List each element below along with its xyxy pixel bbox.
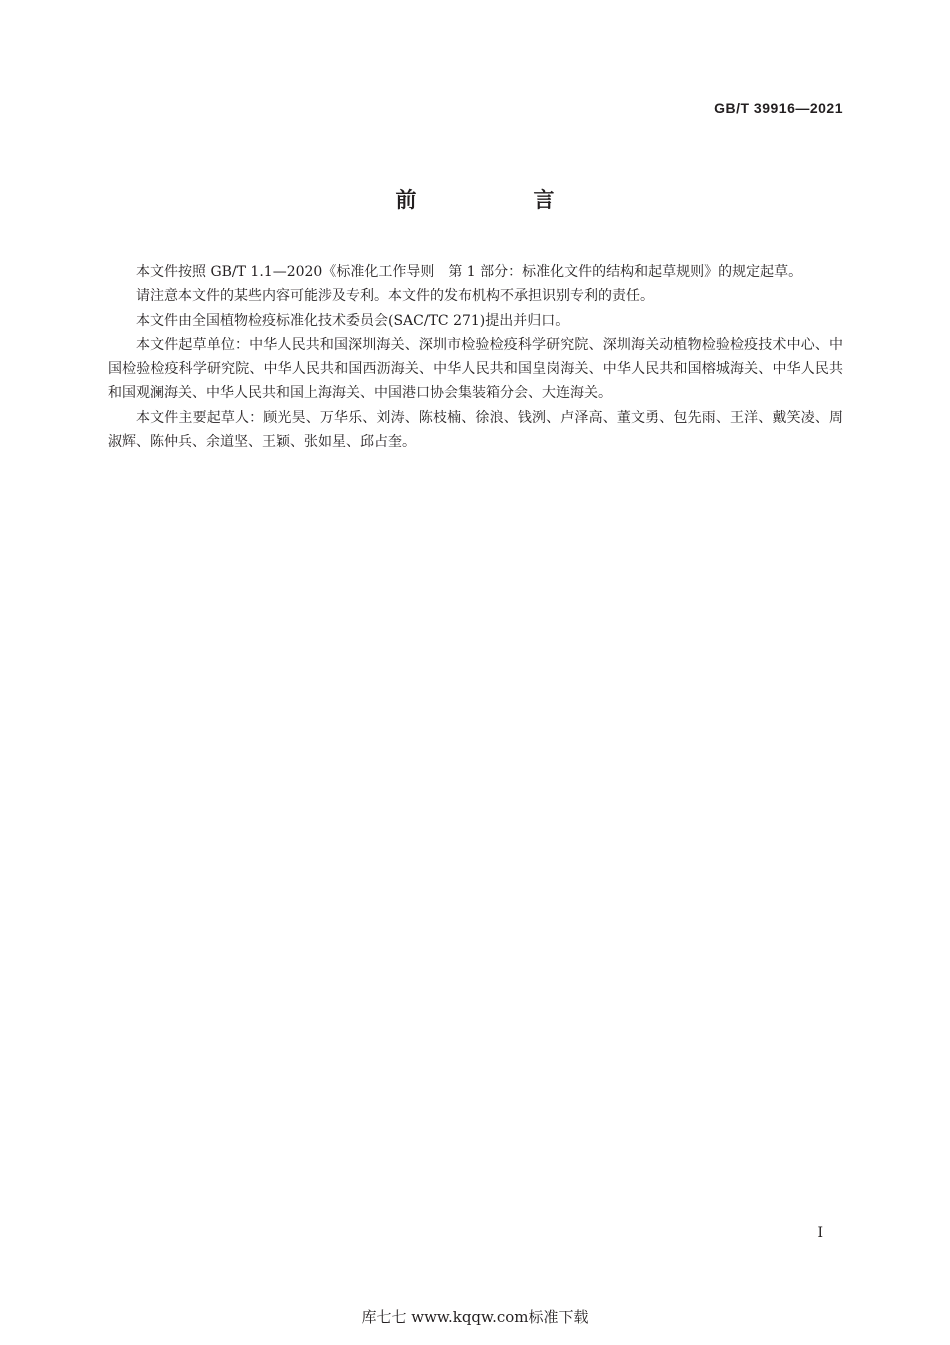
- download-watermark: 库七七 www.kqqw.com标准下载: [361, 1308, 589, 1326]
- paragraph-committee: 本文件由全国植物检疫标准化技术委员会(SAC/TC 271)提出并归口。: [136, 312, 570, 329]
- paragraph-drafting-rules: 本文件按照 GB/T 1.1—2020《标准化工作导则 第 1 部分：标准化文件的结构和起草规则》的规定起草。: [136, 264, 803, 280]
- document-body: [108, 260, 843, 454]
- paragraph-drafting-units: 本文件起草单位：中华人民共和国深圳海关、深圳市检验检疫科学研究院、深圳海关动植物检验检疫技术中心、中国检验检疫科学研究院、中华人民共和国西沥海关、中华人民共和国皇岗海关、中华人民共和国榕城海关、中华人民共和国观澜海关、中华人民共和国上海海关、中国港口协会集装箱分会、大连海关。: [108, 336, 843, 402]
- page-title: 前 言: [395, 188, 603, 212]
- page-number: I: [817, 1225, 823, 1241]
- standard-code: GB/T 39916—2021: [714, 100, 843, 116]
- paragraph-patent-notice: 请注意本文件的某些内容可能涉及专利。本文件的发布机构不承担识别专利的责任。: [136, 288, 654, 305]
- paragraph-drafters: 本文件主要起草人：顾光昊、万华乐、刘涛、陈枝楠、徐浪、钱洌、卢泽高、董文勇、包先雨、王洋、戴笑凌、周淑辉、陈仲兵、余道坚、王颖、张如星、邱占奎。: [108, 409, 843, 451]
